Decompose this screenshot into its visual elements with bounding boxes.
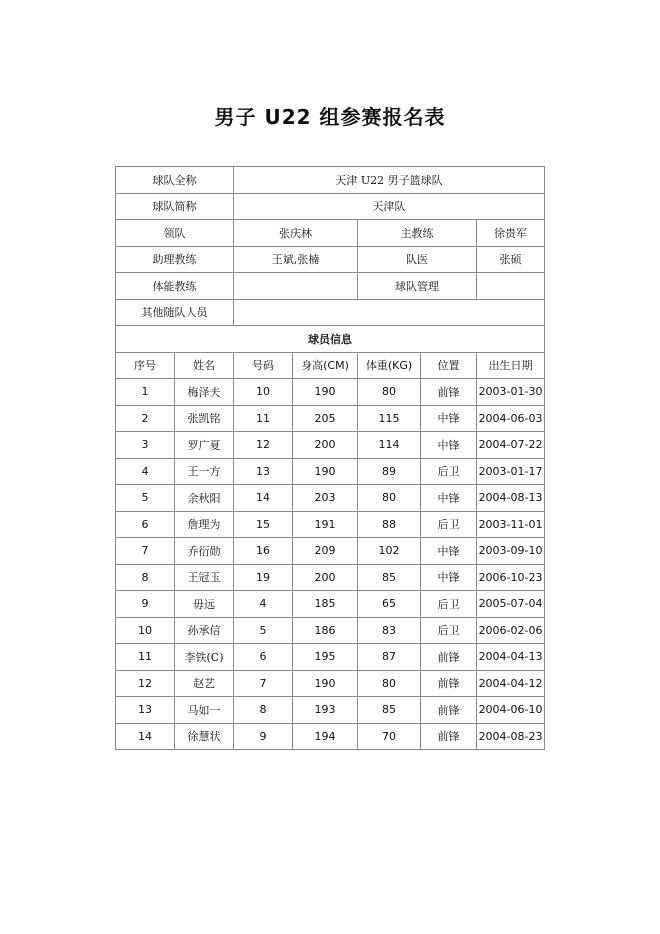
player-weight: 85 <box>358 697 421 724</box>
other-staff-value <box>234 299 545 326</box>
team-doctor-value: 张硕 <box>477 246 545 273</box>
players-section-row <box>116 326 545 353</box>
player-name: 梅泽夫 <box>175 379 234 406</box>
other-staff-row <box>116 299 545 326</box>
player-jersey-number: 19 <box>234 564 293 591</box>
player-weight: 65 <box>358 591 421 618</box>
player-weight: 70 <box>358 723 421 750</box>
player-weight: 102 <box>358 538 421 565</box>
player-weight: 88 <box>358 511 421 538</box>
player-name: 王一方 <box>175 458 234 485</box>
column-header-birth-date: 出生日期 <box>477 352 545 379</box>
player-name: 詹理为 <box>175 511 234 538</box>
player-name: 毋远 <box>175 591 234 618</box>
player-name: 李铁(C) <box>175 644 234 671</box>
player-position: 前锋 <box>421 723 477 750</box>
players-header-row <box>116 352 545 379</box>
player-index: 14 <box>116 723 175 750</box>
player-weight: 80 <box>358 670 421 697</box>
player-name: 赵艺 <box>175 670 234 697</box>
player-position: 后卫 <box>421 617 477 644</box>
player-name: 罗广夏 <box>175 432 234 459</box>
player-weight: 87 <box>358 644 421 671</box>
player-jersey-number: 9 <box>234 723 293 750</box>
player-birth-date: 2004-08-23 <box>477 723 545 750</box>
player-birth-date: 2004-08-13 <box>477 485 545 512</box>
player-row <box>116 591 545 618</box>
player-weight: 80 <box>358 485 421 512</box>
player-height: 193 <box>293 697 358 724</box>
column-header-number: 号码 <box>234 352 293 379</box>
player-jersey-number: 4 <box>234 591 293 618</box>
player-height: 190 <box>293 670 358 697</box>
player-row <box>116 617 545 644</box>
team-manager-value <box>477 273 545 300</box>
player-row <box>116 564 545 591</box>
team-full-name-value: 天津 U22 男子篮球队 <box>234 167 545 194</box>
player-position: 前锋 <box>421 670 477 697</box>
player-index: 7 <box>116 538 175 565</box>
leader-label: 领队 <box>116 220 234 247</box>
player-row <box>116 405 545 432</box>
player-jersey-number: 11 <box>234 405 293 432</box>
form-title: 男子 U22 组参赛报名表 <box>214 105 446 129</box>
player-index: 12 <box>116 670 175 697</box>
player-birth-date: 2004-04-13 <box>477 644 545 671</box>
player-name: 孙承信 <box>175 617 234 644</box>
player-jersey-number: 13 <box>234 458 293 485</box>
player-birth-date: 2003-01-30 <box>477 379 545 406</box>
player-height: 190 <box>293 379 358 406</box>
player-weight: 89 <box>358 458 421 485</box>
player-weight: 83 <box>358 617 421 644</box>
team-full-name-label: 球队全称 <box>116 167 234 194</box>
column-header-weight: 体重(KG) <box>358 352 421 379</box>
player-height: 186 <box>293 617 358 644</box>
player-index: 13 <box>116 697 175 724</box>
player-birth-date: 2006-10-23 <box>477 564 545 591</box>
player-position: 前锋 <box>421 644 477 671</box>
player-position: 中锋 <box>421 538 477 565</box>
player-index: 3 <box>116 432 175 459</box>
player-weight: 85 <box>358 564 421 591</box>
player-index: 2 <box>116 405 175 432</box>
player-height: 195 <box>293 644 358 671</box>
player-name: 乔衍勋 <box>175 538 234 565</box>
fitness-coach-label: 体能教练 <box>116 273 234 300</box>
player-height: 205 <box>293 405 358 432</box>
player-birth-date: 2003-11-01 <box>477 511 545 538</box>
assistant-coach-label: 助理教练 <box>116 246 234 273</box>
player-jersey-number: 12 <box>234 432 293 459</box>
player-birth-date: 2003-09-10 <box>477 538 545 565</box>
player-row <box>116 697 545 724</box>
head-coach-value: 徐贵军 <box>477 220 545 247</box>
player-row <box>116 670 545 697</box>
players-section-title: 球员信息 <box>116 326 545 353</box>
player-index: 1 <box>116 379 175 406</box>
player-height: 203 <box>293 485 358 512</box>
fitness-coach-value <box>234 273 358 300</box>
player-name: 张凯铭 <box>175 405 234 432</box>
player-weight: 115 <box>358 405 421 432</box>
player-index: 5 <box>116 485 175 512</box>
fitness-coach-row <box>116 273 545 300</box>
player-birth-date: 2004-07-22 <box>477 432 545 459</box>
leader-value: 张庆林 <box>234 220 358 247</box>
player-row <box>116 723 545 750</box>
player-name: 余秋阳 <box>175 485 234 512</box>
other-staff-label: 其他随队人员 <box>116 299 234 326</box>
team-doctor-label: 队医 <box>358 246 477 273</box>
player-jersey-number: 7 <box>234 670 293 697</box>
team-short-name-value: 天津队 <box>234 193 545 220</box>
column-header-position: 位置 <box>421 352 477 379</box>
player-weight: 114 <box>358 432 421 459</box>
player-name: 王冠玉 <box>175 564 234 591</box>
player-jersey-number: 8 <box>234 697 293 724</box>
player-position: 中锋 <box>421 405 477 432</box>
player-index: 9 <box>116 591 175 618</box>
player-index: 6 <box>116 511 175 538</box>
player-row <box>116 432 545 459</box>
player-position: 中锋 <box>421 564 477 591</box>
player-position: 后卫 <box>421 458 477 485</box>
player-row <box>116 379 545 406</box>
player-height: 200 <box>293 564 358 591</box>
player-birth-date: 2004-04-12 <box>477 670 545 697</box>
player-position: 后卫 <box>421 511 477 538</box>
player-height: 194 <box>293 723 358 750</box>
player-weight: 80 <box>358 379 421 406</box>
column-header-index: 序号 <box>116 352 175 379</box>
player-row <box>116 458 545 485</box>
head-coach-label: 主教练 <box>358 220 477 247</box>
team-full-name-row <box>116 167 545 194</box>
player-height: 191 <box>293 511 358 538</box>
player-birth-date: 2005-07-04 <box>477 591 545 618</box>
player-height: 190 <box>293 458 358 485</box>
team-manager-label: 球队管理 <box>358 273 477 300</box>
player-position: 中锋 <box>421 485 477 512</box>
player-height: 185 <box>293 591 358 618</box>
player-birth-date: 2003-01-17 <box>477 458 545 485</box>
player-jersey-number: 14 <box>234 485 293 512</box>
player-position: 前锋 <box>421 379 477 406</box>
assistant-coach-value: 王斌,张楠 <box>234 246 358 273</box>
player-birth-date: 2004-06-03 <box>477 405 545 432</box>
player-name: 徐慧状 <box>175 723 234 750</box>
player-birth-date: 2004-06-10 <box>477 697 545 724</box>
assistant-coach-row <box>116 246 545 273</box>
player-row <box>116 511 545 538</box>
player-row <box>116 538 545 565</box>
player-position: 中锋 <box>421 432 477 459</box>
column-header-name: 姓名 <box>175 352 234 379</box>
player-index: 11 <box>116 644 175 671</box>
leader-row <box>116 220 545 247</box>
player-position: 前锋 <box>421 697 477 724</box>
player-jersey-number: 5 <box>234 617 293 644</box>
player-jersey-number: 16 <box>234 538 293 565</box>
player-index: 8 <box>116 564 175 591</box>
player-row <box>116 644 545 671</box>
player-jersey-number: 10 <box>234 379 293 406</box>
player-row <box>116 485 545 512</box>
player-index: 10 <box>116 617 175 644</box>
player-height: 200 <box>293 432 358 459</box>
player-jersey-number: 6 <box>234 644 293 671</box>
player-jersey-number: 15 <box>234 511 293 538</box>
player-birth-date: 2006-02-06 <box>477 617 545 644</box>
team-short-name-label: 球队简称 <box>116 193 234 220</box>
player-position: 后卫 <box>421 591 477 618</box>
player-index: 4 <box>116 458 175 485</box>
team-short-name-row <box>116 193 545 220</box>
registration-table <box>115 166 545 750</box>
player-name: 马如一 <box>175 697 234 724</box>
player-height: 209 <box>293 538 358 565</box>
column-header-height: 身高(CM) <box>293 352 358 379</box>
